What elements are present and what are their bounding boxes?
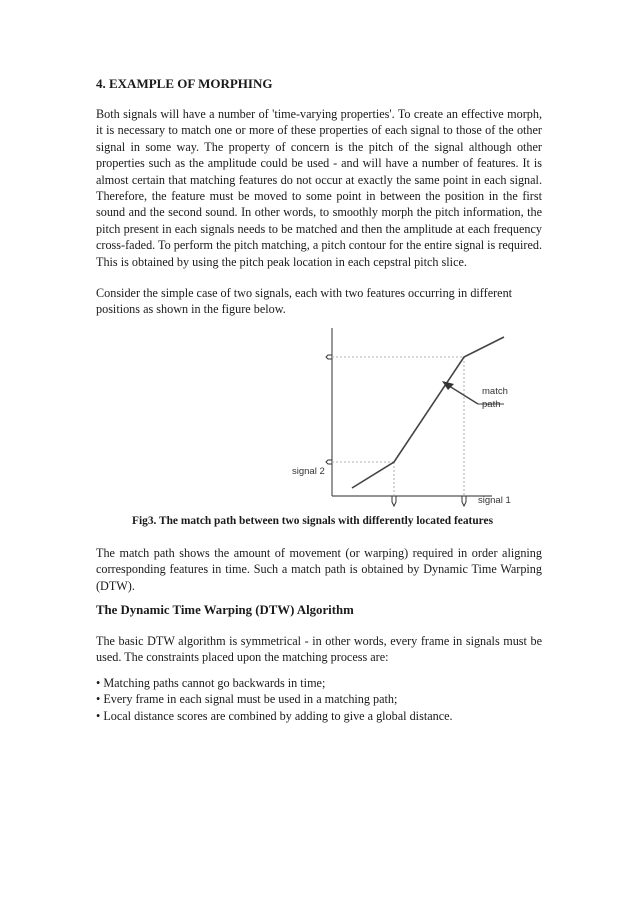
paragraph-dtw: The basic DTW algorithm is symmetrical - in other words, every frame in signals must be used. The constraints placed upon the matching process are:: [96, 634, 542, 665]
paragraph-simple-case: Consider the simple case of two signals, each with two features occurring in different positions as shown in the figure below.: [96, 286, 513, 317]
label-signal-2: signal 2: [292, 466, 325, 477]
match-path-line: [352, 337, 504, 488]
section-heading: 4. EXAMPLE OF MORPHING: [96, 76, 273, 91]
dtw-heading: The Dynamic Time Warping (DTW) Algorithm: [96, 603, 354, 617]
list-item: • Local distance scores are combined by adding to give a global distance.: [96, 708, 453, 723]
paragraph-match-path: The match path shows the amount of movement (or warping) required in order aligning corresponding features in time. Such a match path is obtained by Dynamic Time Warping (DTW).: [96, 546, 542, 593]
match-path-diagram: [282, 328, 512, 510]
signal-1-pulse-1: [392, 496, 396, 506]
signal-2-pulse-1: [326, 460, 332, 464]
label-signal-1: signal 1: [478, 495, 511, 506]
list-item: • Every frame in each signal must be used in a matching path;: [96, 692, 398, 707]
label-match: match: [482, 386, 508, 397]
signal-2-pulse-2: [326, 355, 332, 359]
list-item: • Matching paths cannot go backwards in time;: [96, 676, 326, 690]
label-path: path: [482, 399, 501, 410]
constraint-list: [96, 675, 453, 724]
figure-caption: Fig3. The match path between two signals with differently located features: [132, 515, 493, 527]
signal-1-pulse-2: [462, 496, 466, 506]
paragraph-morphing-intro: Both signals will have a number of 'time-varying properties'. To create an effective morph, it is necessary to match one or more of these properties of each signal to those of the other signal in some way. The property of concern is the pitch of the signal although other properties such as the amplitude could be used - and will have a number of features. It is almost certain that matching features do not occur at exactly the same point in each signal. Therefore, the feature must be moved to some point in between the position in the first sound and the second sound. In other words, to smoothly morph the pitch information, the pitch present in each signals needs to be matched and then the amplitude at each frequency cross-faded. To perform the pitch matching, a pitch contour for the entire signal is required. This is obtained by using the pitch peak location in each cepstral pitch slice.: [96, 107, 542, 269]
match-path-figure: [282, 328, 512, 510]
